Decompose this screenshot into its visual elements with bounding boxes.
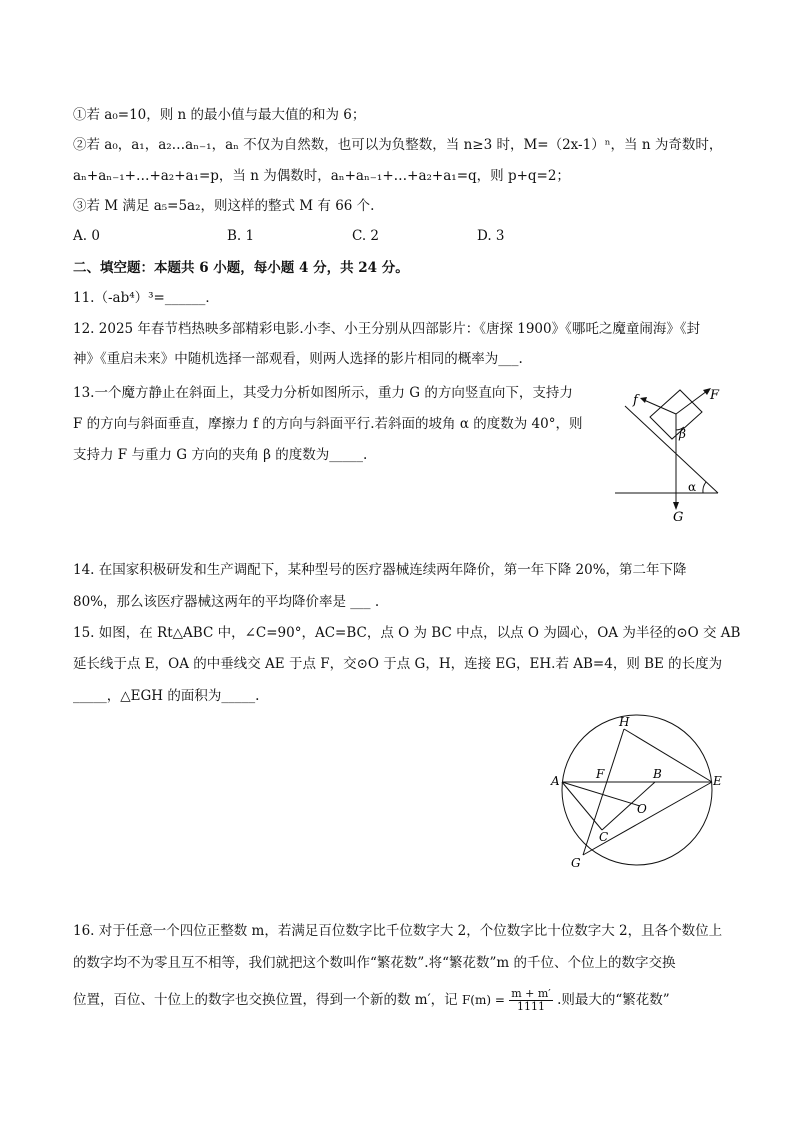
figure-15-circle — [545, 713, 730, 873]
fig15-label-B: B — [653, 767, 662, 781]
question-15-line-3: _____，△EGH 的面积为_____. — [73, 688, 260, 704]
question-16-line-3-text-b: .则最大的“繁花数” — [557, 992, 670, 1008]
question-15-line-2: 延长线于点 E，OA 的中垂线交 AE 于点 F，交⊙O 于点 G，H，连接 EG，EH.若 AB=4，则 BE 的长度为 — [73, 656, 723, 672]
question-16-line-1: 16. 对于任意一个四位正整数 m，若满足百位数字比千位数字大 2，个位数字比十位数字大 2，且各个数位上 — [73, 923, 723, 939]
figure-13-incline — [600, 378, 730, 528]
fig15-label-O: O — [637, 802, 647, 816]
question-14-line-1: 14. 在国家积极研发和生产调配下，某种型号的医疗器械连续两年降价，第一年下降 20%，第二年下降 — [73, 562, 687, 578]
question-16-line-2: 的数字均不为零且互不相等，我们就把这个数叫作“繁花数”.将“繁花数”m 的千位、个位上的数字交换 — [73, 955, 676, 971]
fig13-label-beta: β — [679, 427, 686, 441]
fig13-label-G: G — [673, 510, 684, 525]
formula-denominator: 1111 — [516, 1000, 545, 1013]
fig15-label-C: C — [599, 830, 609, 844]
fig13-label-alpha: α — [688, 480, 697, 494]
statement-2-line-1: ②若 a₀，a₁，a₂…aₙ₋₁，aₙ 不仅为自然数，也可以为负整数，当 n≥3 时，M=（2x-1）ⁿ，当 n 为奇数时， — [73, 137, 723, 153]
formula-lhs: F(m) = — [461, 993, 505, 1007]
question-14-line-2: 80%，那么该医疗器械这两年的平均降价率是 ___ . — [73, 594, 380, 610]
choice-c: C. 2 — [352, 228, 380, 244]
statement-3: ③若 M 满足 a₅=5a₂，则这样的整式 M 有 66 个. — [73, 198, 375, 214]
fig13-label-F: F — [710, 388, 720, 403]
choice-b: B. 1 — [227, 228, 255, 244]
question-16-formula — [461, 987, 557, 1013]
formula-numerator: m + m′ — [511, 987, 551, 1000]
statement-1: ①若 a₀=10，则 n 的最小值与最大值的和为 6； — [73, 107, 366, 123]
statement-2-line-2: aₙ+aₙ₋₁+…+a₂+a₁=p，当 n 为偶数时，aₙ+aₙ₋₁+…+a₂+a₁=q，则 p+q=2； — [73, 168, 570, 184]
fig15-label-A: A — [551, 774, 560, 788]
question-16-line-3-text-a: 位置，百位、十位上的数字也交换位置，得到一个新的数 m′，记 — [73, 992, 458, 1008]
question-12-line-2: 神》《重启未来》中随机选择一部观看，则两人选择的影片相同的概率为___. — [73, 351, 523, 367]
question-12-line-1: 12. 2025 年春节档热映多部精彩电影.小李、小王分别从四部影片：《唐探 1900》《哪吒之魔童闹海》《封 — [73, 321, 701, 337]
question-15-line-1: 15. 如图，在 Rt△ABC 中，∠C=90°，AC=BC，点 O 为 BC 中点，以点 O 为圆心，OA 为半径的⊙O 交 AB — [73, 625, 741, 641]
formula-fraction — [509, 988, 553, 1013]
question-16-line-3 — [73, 986, 670, 1014]
question-11: 11.（-ab⁴）³=______． — [73, 290, 219, 306]
section-heading-fill-in: 二、填空题：本题共 6 小题，每小题 4 分，共 24 分。 — [73, 260, 409, 276]
fig15-label-H: H — [619, 715, 630, 729]
fig13-label-f: f — [633, 393, 638, 408]
fig15-label-G: G — [571, 856, 581, 870]
fig15-label-E: E — [713, 774, 722, 788]
question-13-line-3: 支持力 F 与重力 G 方向的夹角 β 的度数为_____. — [73, 447, 368, 463]
question-13-line-1: 13.一个魔方静止在斜面上，其受力分析如图所示，重力 G 的方向竖直向下，支持力 — [73, 385, 573, 401]
choice-d: D. 3 — [477, 228, 505, 244]
choice-a: A. 0 — [73, 228, 100, 244]
fig15-label-F: F — [596, 767, 605, 781]
question-13-line-2: F 的方向与斜面垂直，摩擦力 f 的方向与斜面平行.若斜面的坡角 α 的度数为 40°，则 — [73, 416, 583, 432]
